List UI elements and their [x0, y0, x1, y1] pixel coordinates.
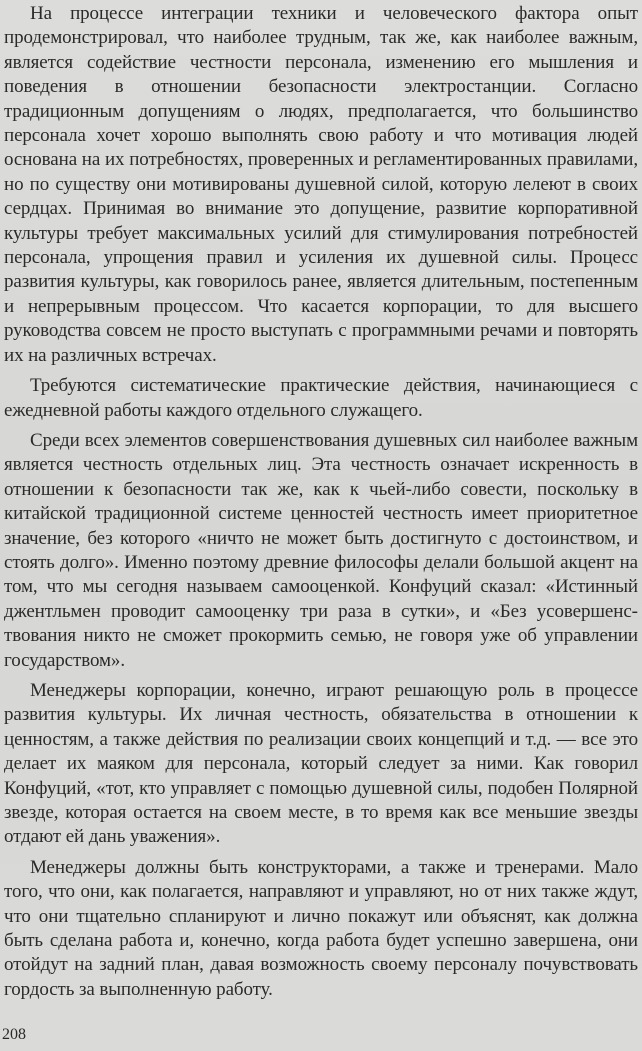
- paragraph-2: Требуются систематические практические действия, начинающиеся с ежедневной работы каждого отдельного служащего.: [4, 375, 638, 421]
- paragraph-4: Менеджеры корпорации, конечно, играют решающую роль в процессе развития культуры. Их личная честность, обязательства в отношении к ценностям, а также действия по реализации своих концепций и т.д. — все это делает их маяком для персонала, который следует за ними. Как говорил Конфуций, «тот, кто управляет с помощью душевной силы, подобен Полярной звезде, которая остается на своем месте, в то время как все меньшие звезды отдают ей дань уважения».: [4, 679, 638, 848]
- paragraph-1: На процессе интеграции техники и человеческого фактора опыт продемонстрировал, что наиболее трудным, так же, как наиболее важным, является содействие честности персонала, изменению его мышления и поведения в отношении безопасности электростанции. Согласно традиционным допущениям о людях, предполагается, что большинство персонала хочет хорошо выполнять свою работу и что мотивация людей основана на их потребностях, проверенных и регламентированных правилами, но по существу они мотивированы душевной силой, которую лелеют в своих сердцах. Принимая во внимание это допущение, развитие корпоративной культуры требует максимальных усилий для стимулирования потребностей персонала, упрощения правил и усиления их душевной силы. Процесс развития культуры, как говорилось ранее, является длительным, постепенным и непрерывным процессом. Что касается корпорации, то для высшего руководства совсем не просто выступать с программными речами и повторять их на различных встречах.: [4, 3, 638, 366]
- paragraph-3: Среди всех элементов совершенствования душевных сил наиболее важным является честность отдельных лиц. Эта честность означает искренность в отношении к безопасности так же, как к чьей-либо совести, поскольку в китайской традиционной системе ценностей честность имеет приоритетное значение, без которого «ничто не может быть достигнуто с достоинством, и стоять долго». Именно поэтому древние философы делали большой акцент на том, что мы сегодня называем самооценкой. Конфуций сказал: «Истинный джентльмен проводит самооценку три раза в сутки», и «Без усовершенствования никто не сможет прокормить семью, не говоря уже об управлении государством».: [4, 429, 638, 671]
- page-number: 208: [2, 1026, 26, 1043]
- paragraph-5: Менеджеры должны быть конструкторами, а также и тренерами. Мало того, что они, как полагается, направляют и управляют, но от них также ждут, что они тщательно спланируют и лично покажут или объяснят, как должна быть сделана работа и, конечно, когда работа будет успешно завершена, они отойдут на задний план, давая возможность своему персоналу почувствовать гордость за выполненную работу.: [4, 856, 638, 1000]
- body-text: [4, 2, 638, 1002]
